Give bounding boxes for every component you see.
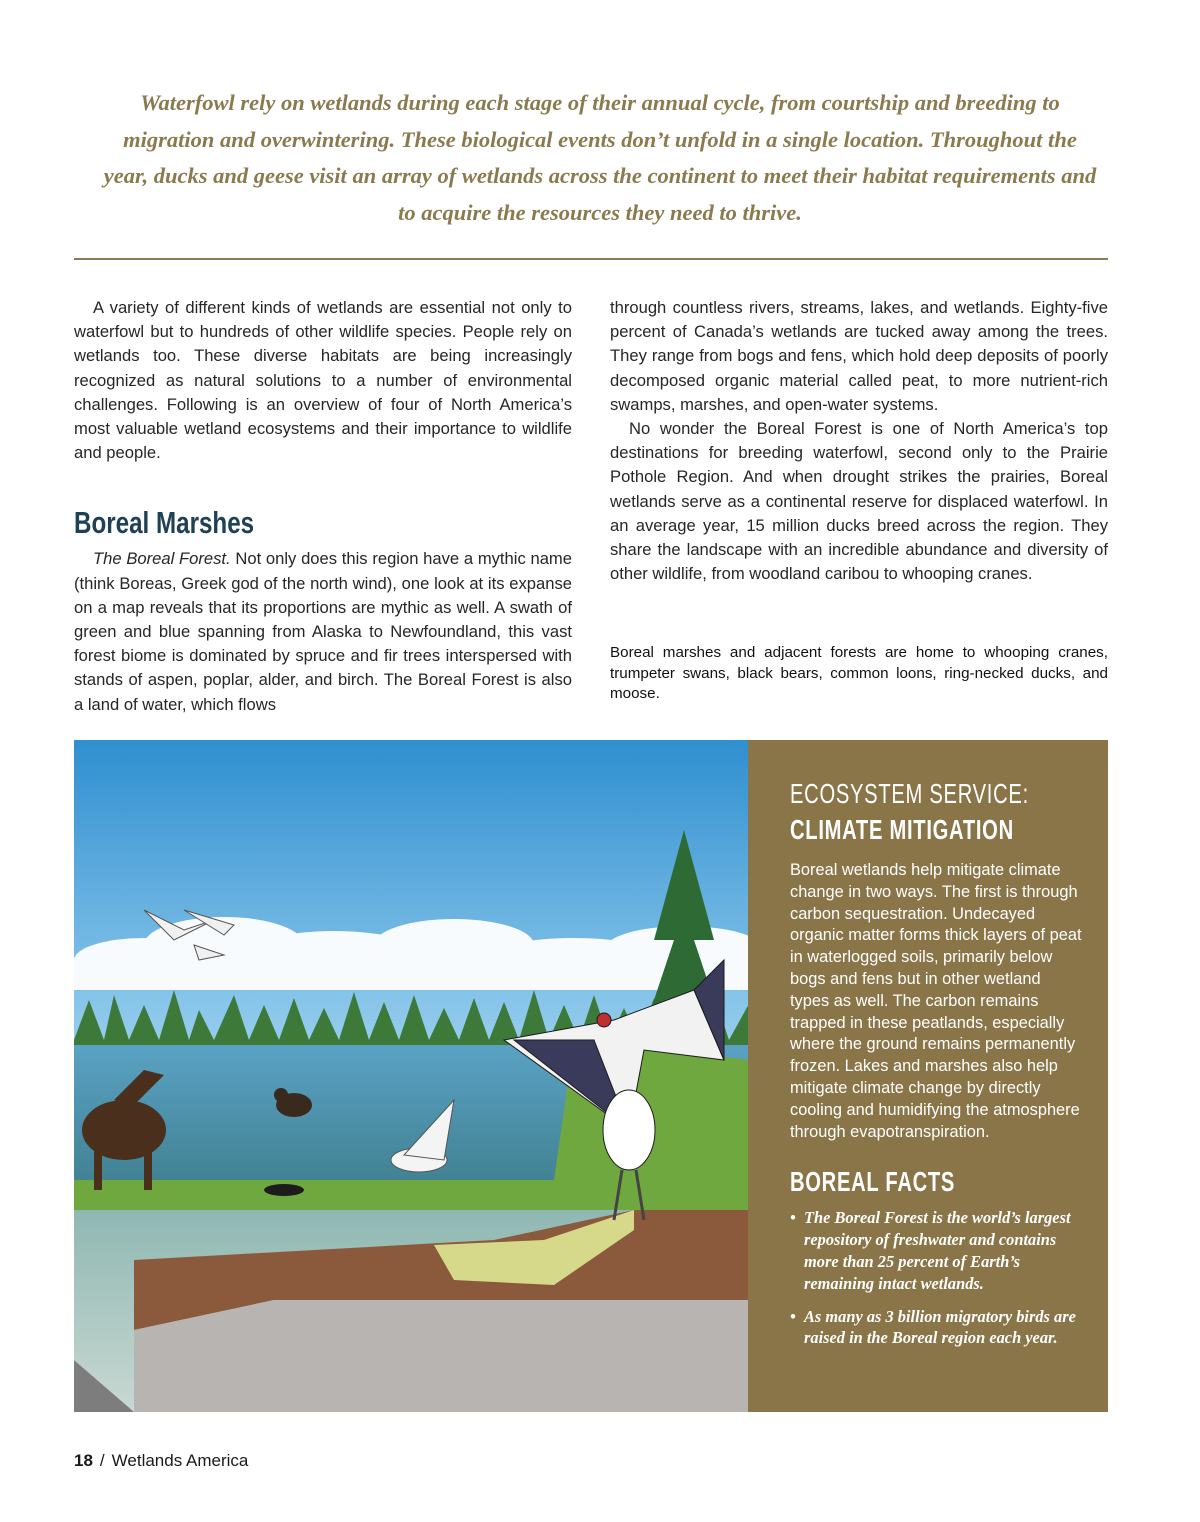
fact-item: [790, 1207, 1084, 1294]
publication-name: Wetlands America: [111, 1451, 249, 1470]
fact-text: The Boreal Forest is the world’s largest repository of freshwater and contains more than 25 percent of Earth’s remaining intact wetlands.: [804, 1208, 1071, 1293]
right-column: [610, 296, 1108, 586]
loon: [264, 1184, 304, 1196]
sediment-layer: [134, 1300, 750, 1412]
bullet-icon: •: [790, 1306, 796, 1326]
section-paragraph: [74, 547, 572, 716]
facts-heading: BOREAL FACTS: [790, 1166, 956, 1198]
bullet-icon: •: [790, 1208, 796, 1228]
lead-in: The Boreal Forest.: [93, 549, 231, 569]
left-column: [74, 296, 572, 717]
facts-list: [790, 1207, 1084, 1349]
boreal-marsh-illustration: [74, 740, 750, 1412]
page-number: 18: [74, 1451, 93, 1470]
ecosystem-service-sidebar: [748, 740, 1108, 1412]
illustration-caption: Boreal marshes and adjacent forests are home to whooping cranes, trumpeter swans, black bears, common loons, ring-necked ducks, and moose.: [610, 644, 1108, 703]
fact-text: As many as 3 billion migratory birds are raised in the Boreal region each year.: [804, 1306, 1076, 1348]
divider-rule: [74, 258, 1108, 260]
right-paragraph-1: through countless rivers, streams, lakes, and wetlands. Eighty-five percent of Canada’s wetlands are tucked away among the trees. They range from bogs and fens, which hold deep deposits of poorly decomposed organic material called peat, to more nutrient-rich swamps, marshes, and open-water systems.: [610, 298, 1108, 414]
intro-paragraph: A variety of different kinds of wetlands are essential not only to waterfowl but to hundreds of other wildlife species. People rely on wetlands too. These diverse habitats are being increasingly recognized as natural solutions to a number of environmental challenges. Following is an overview of four of North America’s most valuable wetland ecosystems and their importance to wildlife and people.: [74, 298, 572, 463]
fact-item: [790, 1306, 1084, 1350]
section-paragraph-text: Not only does this region have a mythic name (think Boreas, Greek god of the north wind), one look at its expanse on a map reveals that its proportions are mythic as well. A swath of green and blue spanning from Alaska to Newfoundland, this vast forest biome is dominated by spruce and fir trees interspersed with stands of aspen, poplar, alder, and birch. The Boreal Forest is also a land of water, which flows: [74, 549, 572, 714]
sidebar-eyebrow: ECOSYSTEM SERVICE:: [790, 778, 1029, 809]
footer-separator: /: [99, 1451, 105, 1470]
right-paragraph-2: No wonder the Boreal Forest is one of North America’s top destinations for breeding waterfowl, second only to the Prairie Pothole Region. And when drought strikes the prairies, Boreal wetlands serve as a continental reserve for displaced waterfowl. In an average year, 15 million ducks breed across the region. They share the landscape with an incredible abundance and diversity of other wildlife, from woodland caribou to whooping cranes.: [610, 419, 1108, 584]
sidebar-title: CLIMATE MITIGATION: [790, 814, 1014, 845]
page-footer: [74, 1450, 248, 1472]
section-heading: Boreal Marshes: [74, 505, 255, 541]
sidebar-body: Boreal wetlands help mitigate climate change in two ways. The first is through carbon sequestration. Undecayed organic matter forms thick layers of peat in waterlogged soils, primarily below bogs and fens but in other wetland types as well. The carbon remains trapped in these peatlands, especially where the ground remains permanently frozen. Lakes and marshes also help mitigate climate change by directly cooling and humidifying the atmosphere through evapotranspiration.: [790, 861, 1082, 1141]
intro-quote: Waterfowl rely on wetlands during each stage of their annual cycle, from courtship and breeding to migration and overwintering. These biological events don’t unfold in a single location. Throughout the year, ducks and geese visit an array of wetlands across the continent to meet their habitat requirements and to acquire the resources they need to thrive.: [103, 90, 1097, 226]
